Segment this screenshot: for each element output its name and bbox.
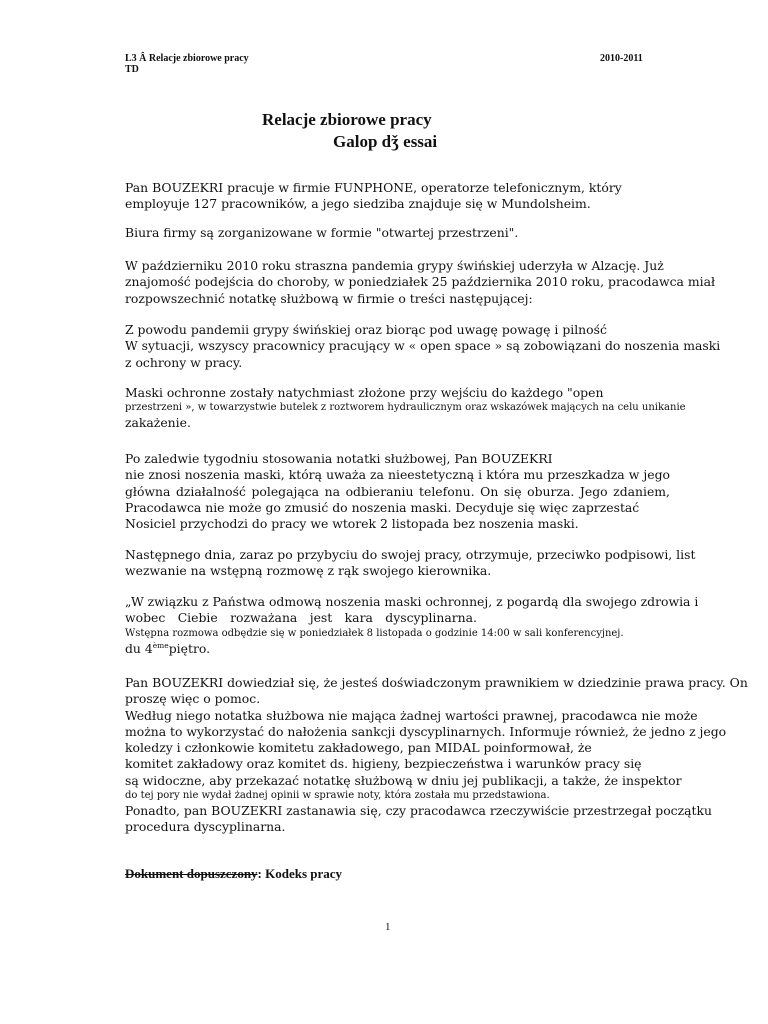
paragraph-2 xyxy=(125,225,670,241)
text-line: komitet zakładowy oraz komitet ds. higieny, bezpieczeństwa i warunków pracy się xyxy=(125,756,642,772)
text-line: Maski ochronne zostały natychmiast złożone przy wejściu do każdego "open xyxy=(125,385,604,400)
paragraph-8 xyxy=(125,594,699,657)
paragraph-1 xyxy=(125,180,670,213)
text-line: nie znosi noszenia maski, którą uważa za nieestetyczną i która mu przeszkadza w jego xyxy=(125,467,670,483)
text-line: koledzy i członkowie komitetu zakładowego, pan MIDAL poinformował, że xyxy=(125,740,592,756)
text-line: Ponadto, pan BOUZEKRI zastanawia się, czy pracodawca rzeczywiście przestrzegał początku xyxy=(125,803,713,819)
document-reference-label: Dokument dopuszczony xyxy=(125,866,258,881)
text-line: Biura firmy są zorganizowane w formie "otwartej przestrzeni". xyxy=(125,225,519,240)
text-line: Z powodu pandemii grypy świńskiej oraz biorąc pod uwagę powagę i pilność xyxy=(125,322,607,337)
text-line: zakażenie. xyxy=(125,415,191,431)
text-line: główna działalność polegająca na odbieraniu telefonu. On się oburza. Jego zdaniem, xyxy=(125,483,670,499)
text-line: Według niego notatka służbowa nie mająca żadnej wartości prawnej, pracodawca nie może xyxy=(125,707,698,723)
text-line: przestrzeni », w towarzystwie butelek z roztworem hydraulicznym oraz wskazówek mających na celu unikanie xyxy=(125,402,686,414)
floor-word: piętro. xyxy=(168,640,211,656)
header-left xyxy=(125,53,249,75)
document-reference-value: : Kodeks pracy xyxy=(257,866,343,881)
text-line: „W związku z Państwa odmową noszenia maski ochronnej, z pogardą dla swojego zdrowia i xyxy=(125,594,699,609)
text-line: wobec Ciebie rozważana jest kara dyscyplinarna. xyxy=(125,610,477,626)
text-line: są widoczne, aby przekazać notatkę służbową w dniu jej publikacji, a także, że inspektor xyxy=(125,772,682,788)
page-subtitle: Galop dǯ essai xyxy=(333,132,438,151)
header-year: 2010-2011 xyxy=(600,53,643,64)
paragraph-5 xyxy=(125,385,686,432)
paragraph-4 xyxy=(125,322,721,371)
header-course: L3 Â Relacje zbiorowe pracy xyxy=(125,53,249,64)
text-line xyxy=(125,641,670,657)
text-line: Po zaledwie tygodniu stosowania notatki służbowej, Pan BOUZEKRI xyxy=(125,451,553,466)
text-line: znajomość podejścia do choroby, w poniedziałek 25 października 2010 roku, pracodawca miał xyxy=(125,274,715,290)
floor-suffix: ème xyxy=(152,640,169,650)
text-line: W październiku 2010 roku straszna pandemia grypy świńskiej uderzyła w Alzację. Już xyxy=(125,258,664,273)
text-line: Pracodawca nie może go zmusić do noszenia maski. Decyduje się więc zaprzestać xyxy=(125,499,640,515)
text-line: Pan BOUZEKRI pracuje w firmie FUNPHONE, operatorze telefonicznym, który xyxy=(125,180,622,195)
text-line: procedura dyscyplinarna. xyxy=(125,819,286,835)
text-line: do tej pory nie wydał żadnej opinii w sprawie noty, która została mu przedstawiona. xyxy=(125,790,550,802)
document-reference xyxy=(125,866,342,882)
text-line: Nosiciel przychodzi do pracy we wtorek 2 listopada bez noszenia maski. xyxy=(125,516,579,532)
paragraph-9 xyxy=(125,675,748,836)
paragraph-7 xyxy=(125,547,696,580)
text-line: Wstępna rozmowa odbędzie się w poniedziałek 8 listopada o godzinie 14:00 w sali konferencyjnej. xyxy=(125,627,624,639)
floor-number: du 4 xyxy=(125,640,153,656)
text-line: Następnego dnia, zaraz po przybyciu do swojej pracy, otrzymuje, przeciwko podpisowi, list xyxy=(125,547,696,562)
text-line: W sytuacji, wszyscy pracownicy pracujący w « open space » są zobowiązani do noszenia maski xyxy=(125,338,721,354)
page-number: 1 xyxy=(385,921,391,933)
text-line: z ochrony w pracy. xyxy=(125,354,243,370)
text-line: wezwanie na wstępną rozmowę z rąk swojego kierownika. xyxy=(125,563,492,579)
text-line: proszę więc o pomoc. xyxy=(125,691,261,707)
paragraph-3 xyxy=(125,258,715,307)
text-line: można to wykorzystać do nałożenia sankcji dyscyplinarnych. Informuje również, że jedno z jego xyxy=(125,723,727,739)
text-line: employuje 127 pracowników, a jego siedziba znajduje się w Mundolsheim. xyxy=(125,196,591,212)
page-title: Relacje zbiorowe pracy xyxy=(262,110,432,129)
text-line: rozpowszechnić notatkę służbową w firmie o treści następującej: xyxy=(125,290,533,306)
header-td: TD xyxy=(125,64,139,75)
text-line: Pan BOUZEKRI dowiedział się, że jesteś doświadczonym prawnikiem w dziedzinie prawa pracy. On xyxy=(125,675,748,690)
paragraph-6 xyxy=(125,451,670,532)
